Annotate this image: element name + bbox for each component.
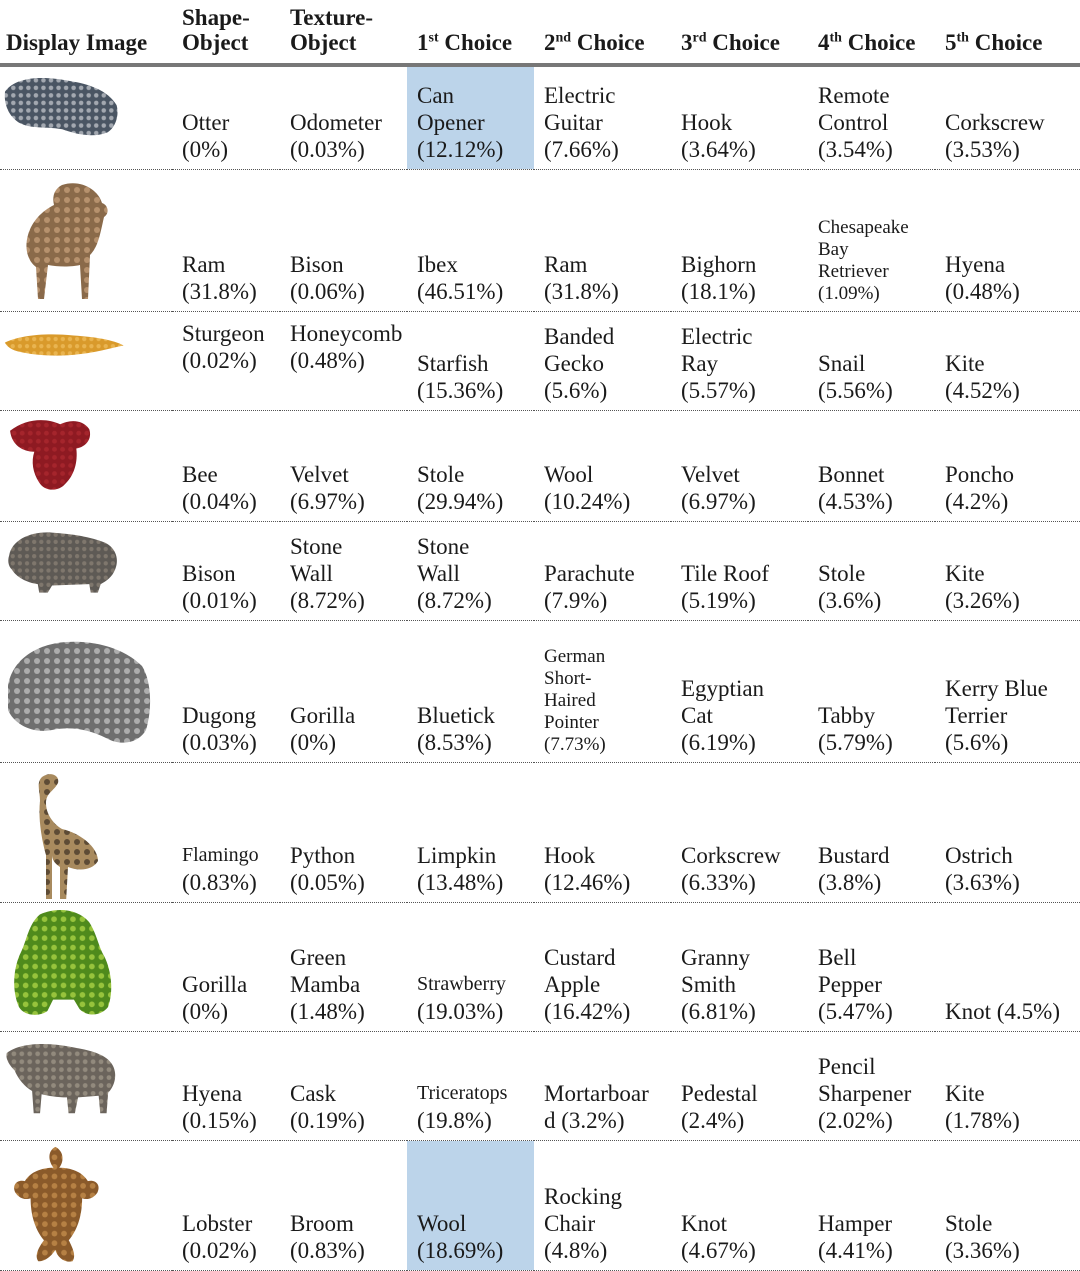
cell-name: Kite bbox=[945, 1080, 985, 1106]
texture-object-cell bbox=[280, 311, 407, 410]
cell-name: Electric Ray bbox=[681, 323, 753, 376]
header-choice-4: 4th Choice bbox=[808, 0, 935, 65]
cell-percent: (6.81%) bbox=[681, 998, 756, 1024]
cell-percent: (8.72%) bbox=[290, 587, 365, 613]
cell-percent: (0.06%) bbox=[290, 278, 365, 304]
choice-1-cell bbox=[407, 65, 534, 169]
texture-object-cell bbox=[280, 521, 407, 620]
cell-percent: (4.53%) bbox=[818, 488, 893, 514]
cell-percent: (4.67%) bbox=[681, 1237, 756, 1263]
cell-percent: (0.03%) bbox=[290, 136, 365, 162]
cell-percent: (0.03%) bbox=[182, 729, 257, 755]
table-row bbox=[0, 1140, 1080, 1270]
display-image-cell bbox=[0, 1140, 172, 1270]
choice-3-cell bbox=[671, 169, 808, 311]
cell-percent: (0%) bbox=[290, 729, 336, 755]
choice-4-cell bbox=[808, 620, 935, 762]
cell-percent: (2.02%) bbox=[818, 1107, 893, 1133]
cell-name: Kite bbox=[945, 560, 985, 586]
cell-name: Starfish bbox=[417, 350, 489, 376]
cell-percent: (0.02%) bbox=[182, 1237, 257, 1263]
choice-3-cell bbox=[671, 762, 808, 902]
texture-object-cell bbox=[280, 65, 407, 169]
cell-percent: (0%) bbox=[182, 998, 228, 1024]
cell-name: Mortarboar bbox=[544, 1080, 649, 1106]
shape-object-cell bbox=[172, 1140, 280, 1270]
display-image-cell bbox=[0, 762, 172, 902]
dugong-gorilla-image bbox=[2, 623, 172, 759]
choice-5-cell bbox=[935, 1031, 1080, 1140]
cell-name: Bee bbox=[182, 461, 218, 487]
cell-percent: (8.53%) bbox=[417, 729, 492, 755]
display-image-cell bbox=[0, 169, 172, 311]
silhouette bbox=[14, 1147, 98, 1262]
cell-name: Ibex bbox=[417, 251, 458, 277]
display-image-cell bbox=[0, 410, 172, 521]
cell-percent: (6.97%) bbox=[290, 488, 365, 514]
cell-percent: (5.47%) bbox=[818, 998, 893, 1024]
cell-percent: (5.6%) bbox=[544, 377, 608, 403]
cell-percent: (2.4%) bbox=[681, 1107, 745, 1133]
choice-3-cell bbox=[671, 1140, 808, 1270]
cell-percent: (1.78%) bbox=[945, 1107, 1020, 1133]
hyena-cask-image bbox=[2, 1034, 172, 1137]
cell-percent: (4.52%) bbox=[945, 377, 1020, 403]
cell-name: Kerry Blue Terrier bbox=[945, 675, 1048, 728]
cell-percent: (3.54%) bbox=[818, 136, 893, 162]
cell-percent: (1.48%) bbox=[290, 998, 365, 1024]
choice-5-cell bbox=[935, 902, 1080, 1031]
display-image-cell bbox=[0, 902, 172, 1031]
cell-percent: (5.19%) bbox=[681, 587, 756, 613]
cell-name: Bustard bbox=[818, 842, 890, 868]
table-row bbox=[0, 1031, 1080, 1140]
table-row bbox=[0, 410, 1080, 521]
cell-percent: (0.83%) bbox=[290, 1237, 365, 1263]
cell-percent: (1.09%) bbox=[818, 282, 880, 304]
cell-name: Corkscrew bbox=[681, 842, 781, 868]
silhouette bbox=[8, 532, 117, 592]
silhouette bbox=[5, 334, 124, 355]
choice-5-cell bbox=[935, 65, 1080, 169]
texture-object-cell bbox=[280, 762, 407, 902]
cell-name: Snail bbox=[818, 350, 866, 376]
display-image-cell bbox=[0, 1031, 172, 1140]
cell-name: Knot (4.5%) bbox=[945, 998, 1060, 1024]
table-row bbox=[0, 65, 1080, 169]
choice-3-cell bbox=[671, 620, 808, 762]
silhouette bbox=[14, 910, 111, 1015]
cell-name: Velvet bbox=[681, 461, 740, 487]
cell-name: Chesapeake Bay Retriever bbox=[818, 216, 909, 282]
choice-2-cell bbox=[534, 169, 671, 311]
cell-name: Hamper bbox=[818, 1210, 893, 1236]
cell-name: Ram bbox=[182, 251, 226, 277]
cell-name: Remote Control bbox=[818, 82, 890, 135]
cell-percent: (29.94%) bbox=[417, 488, 504, 514]
cell-percent: (7.66%) bbox=[544, 136, 619, 162]
cell-percent: (5.79%) bbox=[818, 729, 893, 755]
choice-4-cell bbox=[808, 311, 935, 410]
cell-percent: (0.48%) bbox=[945, 278, 1020, 304]
gorilla-green-mamba-image bbox=[2, 905, 172, 1028]
choice-4-cell bbox=[808, 902, 935, 1031]
cell-name: Cask bbox=[290, 1080, 336, 1106]
choice-5-cell bbox=[935, 169, 1080, 311]
cell-name: Custard Apple bbox=[544, 944, 616, 997]
cell-name: Python bbox=[290, 842, 356, 868]
shape-object-cell bbox=[172, 410, 280, 521]
cell-name: Kite bbox=[945, 350, 985, 376]
texture-object-cell bbox=[280, 1031, 407, 1140]
choice-1-cell bbox=[407, 169, 534, 311]
display-image-cell bbox=[0, 620, 172, 762]
cell-name: Stole bbox=[417, 461, 465, 487]
choice-2-cell bbox=[534, 410, 671, 521]
choice-2-cell bbox=[534, 65, 671, 169]
cell-name: Hook bbox=[544, 842, 596, 868]
ram-bison-image bbox=[2, 172, 172, 308]
cell-name: German Short- Haired Pointer bbox=[544, 645, 606, 733]
cell-percent: (8.72%) bbox=[417, 587, 492, 613]
cell-percent: (18.1%) bbox=[681, 278, 756, 304]
cell-name: Hook bbox=[681, 109, 733, 135]
cell-percent: (0.48%) bbox=[290, 347, 365, 373]
cell-percent: (16.42%) bbox=[544, 998, 631, 1024]
cell-name: Egyptian Cat bbox=[681, 675, 765, 728]
cell-percent: (0.83%) bbox=[182, 869, 257, 895]
choice-1-cell bbox=[407, 620, 534, 762]
silhouette bbox=[6, 1044, 115, 1113]
header-shape-object: Shape- Object bbox=[172, 0, 280, 65]
cell-name: Poncho bbox=[945, 461, 1014, 487]
texture-object-cell bbox=[280, 902, 407, 1031]
choice-3-cell bbox=[671, 311, 808, 410]
texture-object-cell bbox=[280, 1140, 407, 1270]
cell-percent: (18.69%) bbox=[417, 1237, 504, 1263]
cell-percent: (0.01%) bbox=[182, 587, 257, 613]
choice-2-cell bbox=[534, 521, 671, 620]
cell-name: Honeycomb bbox=[290, 320, 403, 346]
cell-percent: (12.46%) bbox=[544, 869, 631, 895]
table-body bbox=[0, 65, 1080, 1270]
cell-percent: (5.57%) bbox=[681, 377, 756, 403]
cell-percent: (3.64%) bbox=[681, 136, 756, 162]
choice-1-cell bbox=[407, 521, 534, 620]
cell-percent: (46.51%) bbox=[417, 278, 504, 304]
texture-object-cell bbox=[280, 410, 407, 521]
cell-name: Odometer bbox=[290, 109, 382, 135]
choice-1-cell bbox=[407, 1031, 534, 1140]
header-choice-2: 2nd Choice bbox=[534, 0, 671, 65]
choice-3-cell bbox=[671, 410, 808, 521]
table-row bbox=[0, 311, 1080, 410]
cell-percent: (13.48%) bbox=[417, 869, 504, 895]
cell-percent: (0.02%) bbox=[182, 347, 257, 373]
header-choice-1: 1st Choice bbox=[407, 0, 534, 65]
choice-4-cell bbox=[808, 65, 935, 169]
cell-percent: (4.41%) bbox=[818, 1237, 893, 1263]
cell-percent: (3.36%) bbox=[945, 1237, 1020, 1263]
display-image-cell bbox=[0, 311, 172, 410]
cell-name: Wool bbox=[417, 1210, 467, 1236]
shape-object-cell bbox=[172, 169, 280, 311]
shape-object-cell bbox=[172, 311, 280, 410]
cell-percent: (31.8%) bbox=[544, 278, 619, 304]
cell-percent: (7.73%) bbox=[544, 733, 606, 755]
header-choice-3: 3rd Choice bbox=[671, 0, 808, 65]
header-display-image: Display Image bbox=[0, 0, 172, 65]
cell-name: Stole bbox=[945, 1210, 993, 1236]
cell-name: Electric Guitar bbox=[544, 82, 616, 135]
silhouette bbox=[5, 78, 118, 135]
silhouette bbox=[10, 420, 90, 490]
choice-2-cell bbox=[534, 1140, 671, 1270]
cell-name: Stole bbox=[818, 560, 866, 586]
choice-4-cell bbox=[808, 410, 935, 521]
cell-name: Stone Wall bbox=[417, 533, 470, 586]
cell-name: Parachute bbox=[544, 560, 635, 586]
cell-name: Broom bbox=[290, 1210, 354, 1236]
cell-name: Flamingo bbox=[182, 843, 259, 866]
shape-object-cell bbox=[172, 521, 280, 620]
cell-name: Rocking Chair bbox=[544, 1183, 622, 1236]
shape-object-cell bbox=[172, 620, 280, 762]
silhouette bbox=[8, 642, 150, 743]
cell-percent: (3.63%) bbox=[945, 869, 1020, 895]
cell-percent: (15.36%) bbox=[417, 377, 504, 403]
cell-name: Banded Gecko bbox=[544, 323, 615, 376]
choice-4-cell bbox=[808, 762, 935, 902]
cell-name: Gorilla bbox=[182, 971, 248, 997]
cell-name: Knot bbox=[681, 1210, 727, 1236]
cell-name: Bison bbox=[290, 251, 344, 277]
choice-3-cell bbox=[671, 902, 808, 1031]
cell-percent: (3.6%) bbox=[818, 587, 882, 613]
choice-4-cell bbox=[808, 1140, 935, 1270]
shape-object-cell bbox=[172, 762, 280, 902]
choice-4-cell bbox=[808, 1031, 935, 1140]
cell-name: Ram bbox=[544, 251, 588, 277]
choice-2-cell bbox=[534, 620, 671, 762]
cell-name: Can Opener bbox=[417, 82, 485, 135]
cell-name: Strawberry bbox=[417, 972, 506, 995]
shape-object-cell bbox=[172, 902, 280, 1031]
choice-4-cell bbox=[808, 169, 935, 311]
texture-object-cell bbox=[280, 620, 407, 762]
cell-name: Velvet bbox=[290, 461, 349, 487]
cell-percent: (4.8%) bbox=[544, 1237, 608, 1263]
cell-name: Ostrich bbox=[945, 842, 1013, 868]
cell-name: Stone Wall bbox=[290, 533, 343, 586]
choice-5-cell bbox=[935, 620, 1080, 762]
cell-percent: (10.24%) bbox=[544, 488, 631, 514]
cell-name: Otter bbox=[182, 109, 230, 135]
header-row bbox=[0, 0, 1080, 65]
choice-5-cell bbox=[935, 1140, 1080, 1270]
cell-percent: (19.03%) bbox=[417, 998, 504, 1024]
cell-name: Pencil Sharpener bbox=[818, 1053, 912, 1106]
cell-name: Gorilla bbox=[290, 702, 356, 728]
cell-name: Granny Smith bbox=[681, 944, 750, 997]
choice-4-cell bbox=[808, 521, 935, 620]
silhouette bbox=[39, 774, 98, 899]
bison-stone-wall-image bbox=[2, 524, 172, 617]
shape-object-cell bbox=[172, 1031, 280, 1140]
choice-2-cell bbox=[534, 311, 671, 410]
cell-name: Wool bbox=[544, 461, 594, 487]
cell-name: Hyena bbox=[945, 251, 1006, 277]
bee-velvet-image bbox=[2, 413, 172, 518]
cell-percent: d (3.2%) bbox=[544, 1107, 625, 1133]
cell-percent: (31.8%) bbox=[182, 278, 257, 304]
cell-name: Pedestal bbox=[681, 1080, 758, 1106]
cell-percent: (3.53%) bbox=[945, 136, 1020, 162]
table-row bbox=[0, 169, 1080, 311]
header-texture-object: Texture- Object bbox=[280, 0, 407, 65]
choice-3-cell bbox=[671, 1031, 808, 1140]
display-image-cell bbox=[0, 521, 172, 620]
header-choice-5: 5th Choice bbox=[935, 0, 1080, 65]
choice-2-cell bbox=[534, 762, 671, 902]
choice-1-cell bbox=[407, 410, 534, 521]
choice-2-cell bbox=[534, 902, 671, 1031]
shape-object-cell bbox=[172, 65, 280, 169]
cell-name: Tile Roof bbox=[681, 560, 769, 586]
sturgeon-honeycomb-image bbox=[2, 314, 172, 407]
cell-percent: (3.8%) bbox=[818, 869, 882, 895]
cell-name: Bell Pepper bbox=[818, 944, 882, 997]
cell-percent: (0.19%) bbox=[290, 1107, 365, 1133]
cell-percent: (6.19%) bbox=[681, 729, 756, 755]
choice-2-cell bbox=[534, 1031, 671, 1140]
choice-1-cell bbox=[407, 1140, 534, 1270]
cell-percent: (6.33%) bbox=[681, 869, 756, 895]
cell-percent: (5.6%) bbox=[945, 729, 1009, 755]
cell-percent: (0.15%) bbox=[182, 1107, 257, 1133]
cell-name: Bonnet bbox=[818, 461, 885, 487]
choice-3-cell bbox=[671, 521, 808, 620]
cell-name: Limpkin bbox=[417, 842, 497, 868]
table-row bbox=[0, 902, 1080, 1031]
texture-object-cell bbox=[280, 169, 407, 311]
cell-percent: (0.05%) bbox=[290, 869, 365, 895]
choice-5-cell bbox=[935, 762, 1080, 902]
cell-percent: (12.12%) bbox=[417, 136, 504, 162]
cell-percent: (19.8%) bbox=[417, 1107, 492, 1133]
lobster-broom-image bbox=[2, 1143, 172, 1267]
cell-percent: (5.56%) bbox=[818, 377, 893, 403]
cell-name: Dugong bbox=[182, 702, 257, 728]
cell-name: Green Mamba bbox=[290, 944, 361, 997]
flamingo-python-image bbox=[2, 765, 172, 899]
cell-percent: (0%) bbox=[182, 136, 228, 162]
cell-name: Bluetick bbox=[417, 702, 495, 728]
cell-name: Triceratops bbox=[417, 1081, 508, 1104]
cell-percent: (3.26%) bbox=[945, 587, 1020, 613]
cell-name: Bison bbox=[182, 560, 236, 586]
table-row bbox=[0, 620, 1080, 762]
display-image-cell bbox=[0, 65, 172, 169]
choice-1-cell bbox=[407, 902, 534, 1031]
choice-5-cell bbox=[935, 311, 1080, 410]
silhouette bbox=[26, 183, 107, 299]
cell-percent: (7.9%) bbox=[544, 587, 608, 613]
choice-5-cell bbox=[935, 521, 1080, 620]
table-row bbox=[0, 521, 1080, 620]
choice-3-cell bbox=[671, 65, 808, 169]
cell-percent: (0.04%) bbox=[182, 488, 257, 514]
cell-name: Tabby bbox=[818, 702, 876, 728]
otter-odometer-image bbox=[2, 69, 172, 167]
cell-name: Corkscrew bbox=[945, 109, 1045, 135]
cell-name: Lobster bbox=[182, 1210, 253, 1236]
cell-name: Bighorn bbox=[681, 251, 757, 277]
cell-name: Hyena bbox=[182, 1080, 243, 1106]
cell-percent: (4.2%) bbox=[945, 488, 1009, 514]
table-row bbox=[0, 762, 1080, 902]
choice-1-cell bbox=[407, 762, 534, 902]
choice-1-cell bbox=[407, 311, 534, 410]
choice-5-cell bbox=[935, 410, 1080, 521]
cell-percent: (6.97%) bbox=[681, 488, 756, 514]
cell-name: Sturgeon bbox=[182, 320, 265, 346]
